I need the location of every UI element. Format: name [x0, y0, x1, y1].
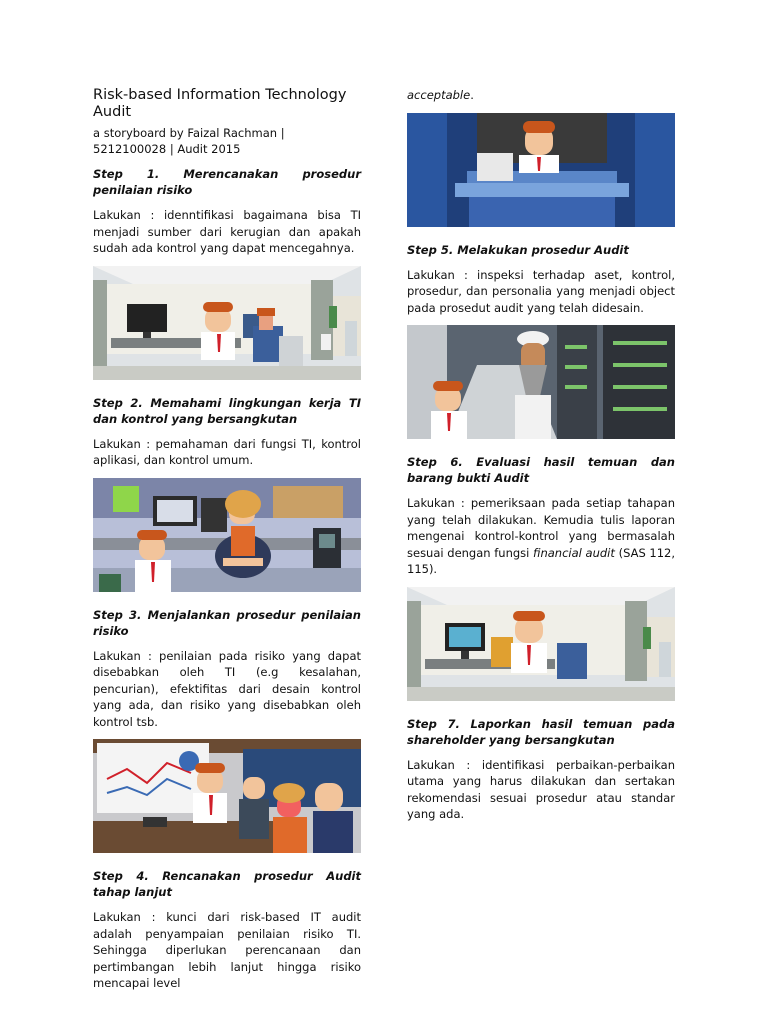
server-room-illustration — [407, 325, 675, 439]
step-4-body-italic: acceptable — [407, 88, 471, 102]
cubicle-report-illustration — [407, 587, 675, 701]
step-4-body-part1: Lakukan : kunci dari risk-based IT audit adalah penyampaian penilaian risiko TI. Sehingga diperlukan perencanaan dan pertimbangan lebih lanjut hingga risiko mencapai level — [93, 910, 361, 990]
step-1-heading: Step 1. Merencanakan prosedur penilaian risiko — [93, 167, 361, 197]
document-subtitle: a storyboard by Faizal Rachman | 5212100028 | Audit 2015 — [93, 126, 285, 156]
step-3-heading: Step 3. Menjalankan prosedur penilaian risiko — [93, 607, 361, 638]
step-5-body: Lakukan : inspeksi terhadap aset, kontrol, prosedur, dan personalia yang menjadi object pada prosedut audit yang telah didesain. — [407, 267, 675, 315]
step-2-body: Lakukan : pemahaman dari fungsi TI, kontrol aplikasi, dan kontrol umum. — [93, 436, 361, 467]
right-column — [407, 87, 675, 832]
document-title: Risk-based Information Technology Audit — [93, 87, 347, 120]
step-6-heading: Step 6. Evaluasi hasil temuan dan barang bukti Audit — [407, 455, 675, 485]
step-7-body: Lakukan : identifikasi perbaikan-perbaikan utama yang harus dilakukan dan sertakan rekomendasi sesuai prosedur atau standar yang ada. — [407, 757, 675, 821]
step-4-body-end: . — [470, 88, 474, 102]
step-6-body-italic: financial audit — [533, 545, 615, 560]
presentation-room-illustration — [93, 739, 361, 853]
step-6-body-part1: Lakukan : pemeriksaan pada setiap tahapan yang telah dilakukan. Kemudia tulis laporan mengenai kontrol-kontrol yang bermasalah sesuai dengan fungsi — [407, 496, 675, 560]
office-cubicle-illustration — [93, 266, 361, 380]
step-3-body: Lakukan : penilaian pada risiko yang dapat disebabkan oleh TI (e.g kesalahan, pencurian), efektifitas dari desain kontrol yang ada, dan risiko yang disebabkan oleh kontrol tsb. — [93, 648, 361, 729]
step-5-heading: Step 5. Melakukan prosedur Audit — [407, 242, 629, 257]
left-column — [93, 87, 361, 1001]
step-6-body — [407, 495, 675, 578]
step-7-heading: Step 7. Laporkan hasil temuan pada shareholder yang bersangkutan — [407, 716, 675, 747]
step-6-body-end: (SAS 112, 115). — [407, 545, 676, 576]
step-2-heading: Step 2. Memahami lingkungan kerja TI dan kontrol yang bersangkutan — [93, 395, 361, 426]
desk-scene-illustration — [407, 113, 675, 227]
office-meeting-illustration — [93, 478, 361, 592]
step-1-body: Lakukan : idenntifikasi bagaimana bisa TI menjadi sumber dari kerugian dan apakah sudah ada kontrol yang dapat mencegahnya. — [93, 208, 361, 255]
step-4-heading: Step 4. Rencanakan prosedur Audit tahap lanjut — [93, 869, 361, 899]
step-4-body-continued — [407, 87, 675, 104]
